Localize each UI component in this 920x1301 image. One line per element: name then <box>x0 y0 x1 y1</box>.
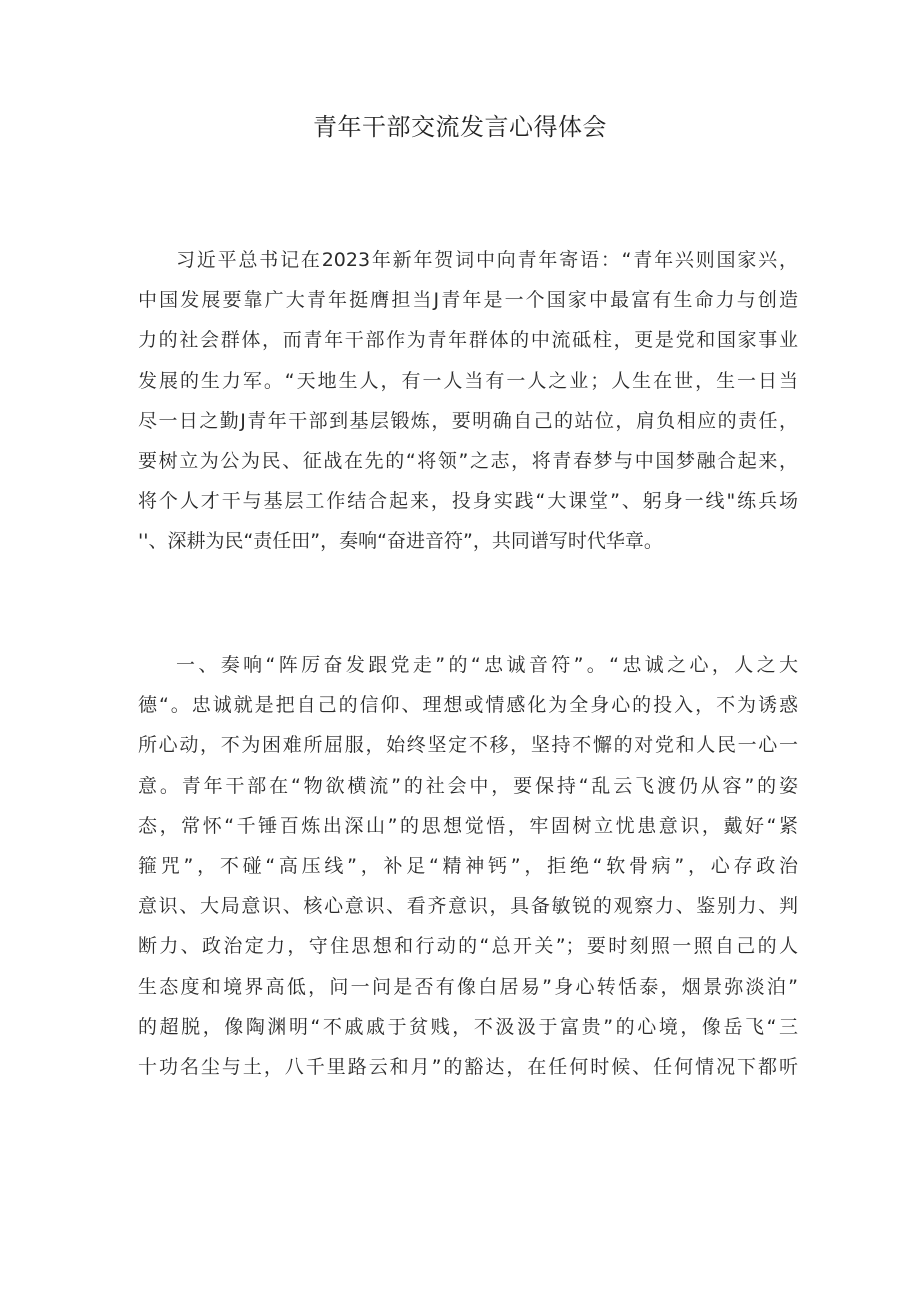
document-title: 青年干部交流发言心得体会 <box>313 113 607 141</box>
text-line: 一、奏响“阵厉奋发跟党走”的“忠诚音符”。“忠诚之心，人之大 <box>176 654 798 676</box>
text-line: 要树立为公为民、征战在先的“将领”之志，将青春梦与中国梦融合起来， <box>138 449 798 472</box>
text-line: 尽一日之勤J青年干部到基层锻炼，要明确自己的站位，肩负相应的责任， <box>138 409 798 432</box>
text-line: 生态度和境界高低，问一问是否有像白居易”身心转恬泰，烟景弥淡泊” <box>138 975 798 998</box>
text-line: ''、深耕为民“责任田”，奏响“奋进音符”，共同谱写时代华章。 <box>138 530 663 553</box>
text-line: 意。青年干部在“物欲横流”的社会中，要保持“乱云飞渡仍从容”的姿 <box>138 774 798 797</box>
paragraph-section-one <box>138 645 798 1087</box>
text-line: 发展的生力军。“天地生人，有一人当有一人之业；人生在世，生一日当 <box>138 369 798 392</box>
text-line: 将个人才干与基层工作结合起来，投身实践“大课堂”、躬身一线"练兵场 <box>138 490 798 513</box>
text-line: 德“。忠诚就是把自己的信仰、理想或情感化为全身心的投入，不为诱惑 <box>138 694 798 717</box>
text-line: 中国发展要靠广大青年挺膺担当J青年是一个国家中最富有生命力与创造 <box>138 289 798 312</box>
text-line: 所心动，不为困难所屈服，始终坚定不移，坚持不懈的对党和人民一心一 <box>138 734 798 757</box>
text-line: 态，常怀“千锤百炼出深山”的思想觉悟，牢固树立忧患意识，戴好“紧 <box>138 814 798 837</box>
text-line: 力的社会群体，而青年干部作为青年群体的中流砥柱，更是党和国家事业 <box>138 329 798 352</box>
text-line: 箍咒”，不碰“高压线”，补足“精神钙”，拒绝“软骨病”，心存政治 <box>138 854 798 877</box>
text-line: 断力、政治定力，守住思想和行动的“总开关”；要时刻照一照自己的人 <box>138 935 798 958</box>
paragraph-intro <box>138 240 798 562</box>
text-line: 十功名尘与土，八千里路云和月”的豁达，在任何时候、任何情况下都听 <box>138 1055 798 1078</box>
text-line: 的超脱，像陶渊明“不戚戚于贫贱，不汲汲于富贵”的心境，像岳飞“三 <box>138 1015 798 1038</box>
text-line: 习近平总书记在2023年新年贺词中向青年寄语：“青年兴则国家兴， <box>176 249 798 271</box>
text-line: 意识、大局意识、核心意识、看齐意识，具备敏锐的观察力、鉴别力、判 <box>138 895 798 918</box>
